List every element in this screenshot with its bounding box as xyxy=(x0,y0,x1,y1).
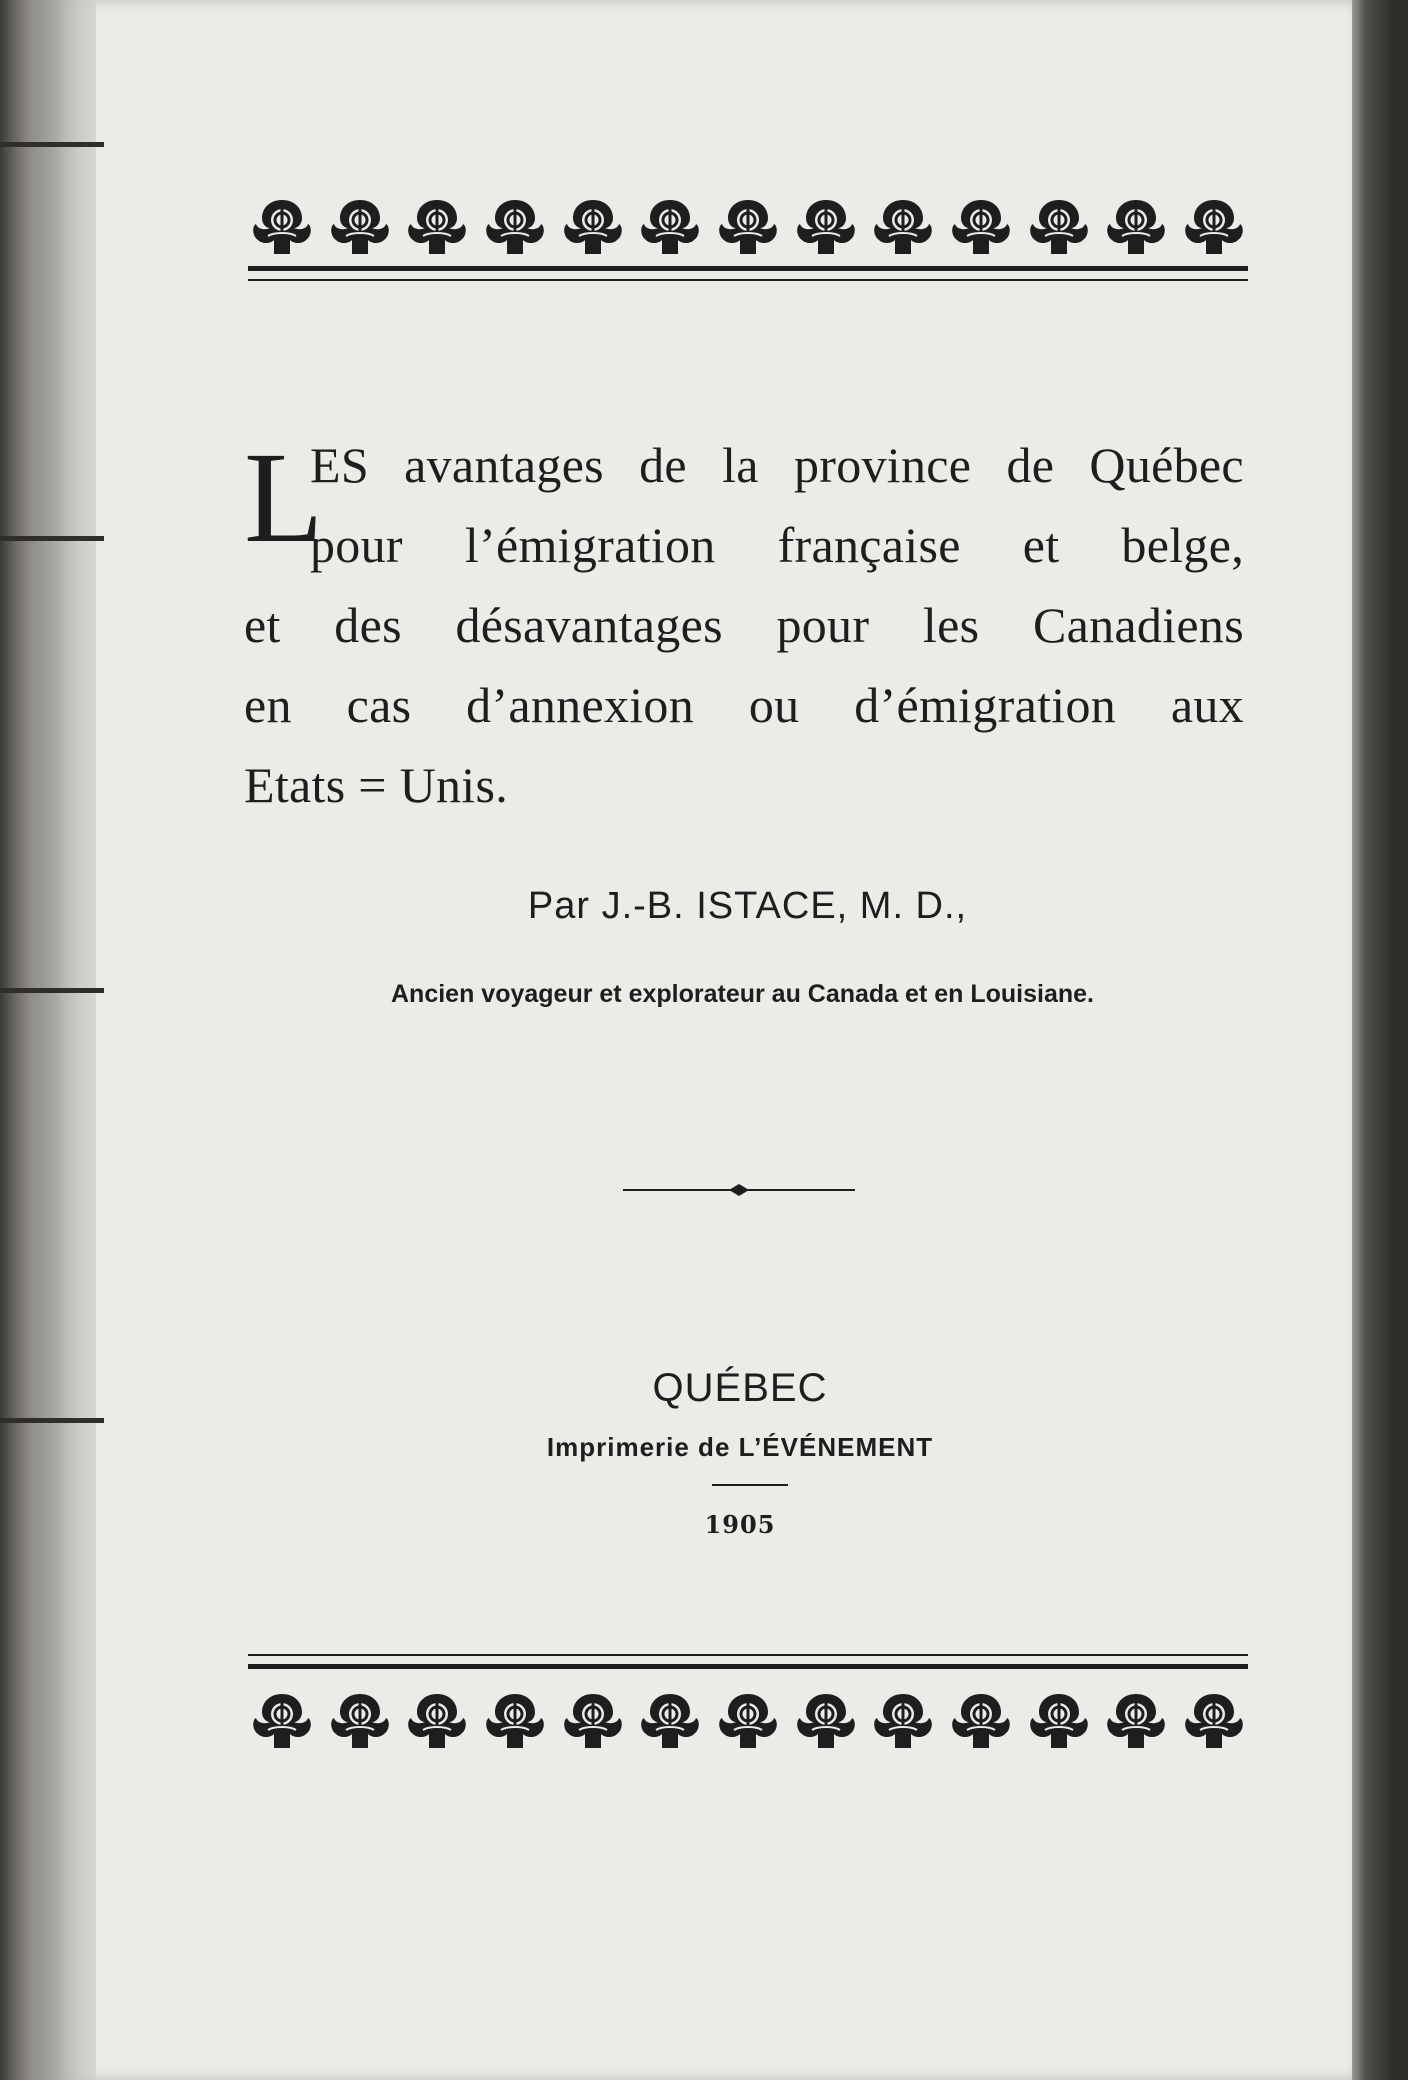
title-word: les xyxy=(922,597,980,653)
title-line-3 xyxy=(244,585,1244,665)
title-word: Québec xyxy=(1089,437,1244,493)
palmette-icon xyxy=(248,1690,316,1752)
title-word: ES xyxy=(310,437,369,493)
palmette-icon xyxy=(947,196,1015,258)
palmette-icon xyxy=(559,196,627,258)
palmette-icon xyxy=(792,1690,860,1752)
palmette-icon xyxy=(869,196,937,258)
palmette-icon xyxy=(403,196,471,258)
palmette-icon xyxy=(326,1690,394,1752)
rule-thin xyxy=(248,279,1248,281)
imprint-city: QUÉBEC xyxy=(652,1366,828,1410)
title-word: de xyxy=(1006,437,1055,493)
palmette-icon xyxy=(714,196,782,258)
title-line-1 xyxy=(244,425,1244,505)
palmette-icon xyxy=(1025,1690,1093,1752)
palmette-icon xyxy=(1180,196,1248,258)
palmette-icon xyxy=(636,196,704,258)
palmette-icon xyxy=(248,196,316,258)
title-word: l’émigration xyxy=(464,517,716,573)
title-line-4 xyxy=(244,665,1244,745)
palmette-icon xyxy=(481,1690,549,1752)
palmette-icon xyxy=(326,196,394,258)
title-word: province xyxy=(793,437,972,493)
palmette-icon xyxy=(1102,1690,1170,1752)
top-double-rule xyxy=(248,266,1248,281)
title-word: de xyxy=(639,437,687,493)
title-word: la xyxy=(722,437,759,493)
bottom-ornament-band xyxy=(248,1690,1248,1752)
title-drop-cap: L xyxy=(244,426,324,570)
title-word: désavantages xyxy=(455,597,723,653)
title-word: Etats = Unis. xyxy=(244,757,509,813)
title-word: en xyxy=(244,677,292,733)
palmette-icon xyxy=(559,1690,627,1752)
palmette-icon xyxy=(714,1690,782,1752)
palmette-icon xyxy=(403,1690,471,1752)
diamond-divider xyxy=(623,1182,855,1198)
title-word: d’annexion xyxy=(466,677,695,733)
title-word: ou xyxy=(748,677,800,733)
author-description: Ancien voyageur et explorateur au Canada et en Louisiane. xyxy=(391,980,1094,1008)
palmette-icon xyxy=(1180,1690,1248,1752)
title-word: d’émigration xyxy=(854,677,1117,733)
title-word: des xyxy=(334,597,402,653)
title-word: avantages xyxy=(404,437,604,493)
author-byline: Par J.-B. ISTACE, M. D., xyxy=(527,885,968,927)
palmette-icon xyxy=(869,1690,937,1752)
palmette-icon xyxy=(481,196,549,258)
title-word: et xyxy=(244,597,281,653)
imprint-printer: Imprimerie de L’ÉVÉNEMENT xyxy=(546,1432,934,1462)
imprint-year: 1905 xyxy=(704,1510,776,1539)
title-word: belge, xyxy=(1121,517,1244,573)
title-word: et xyxy=(1022,517,1060,573)
rule-thick xyxy=(248,1664,1248,1669)
title-word: Canadiens xyxy=(1032,597,1244,653)
title-line-2 xyxy=(244,505,1244,585)
top-ornament-band xyxy=(248,196,1248,258)
palmette-icon xyxy=(947,1690,1015,1752)
title-word: pour xyxy=(776,597,870,653)
title-line-5 xyxy=(244,745,1244,825)
title-word: française xyxy=(777,517,961,573)
title-word: pour xyxy=(310,517,403,573)
imprint-rule xyxy=(712,1484,788,1486)
book-title xyxy=(244,425,1244,825)
title-word: cas xyxy=(346,677,412,733)
title-word: aux xyxy=(1170,677,1244,733)
palmette-icon xyxy=(636,1690,704,1752)
palmette-icon xyxy=(792,196,860,258)
palmette-icon xyxy=(1102,196,1170,258)
bottom-double-rule xyxy=(248,1654,1248,1669)
palmette-icon xyxy=(1025,196,1093,258)
